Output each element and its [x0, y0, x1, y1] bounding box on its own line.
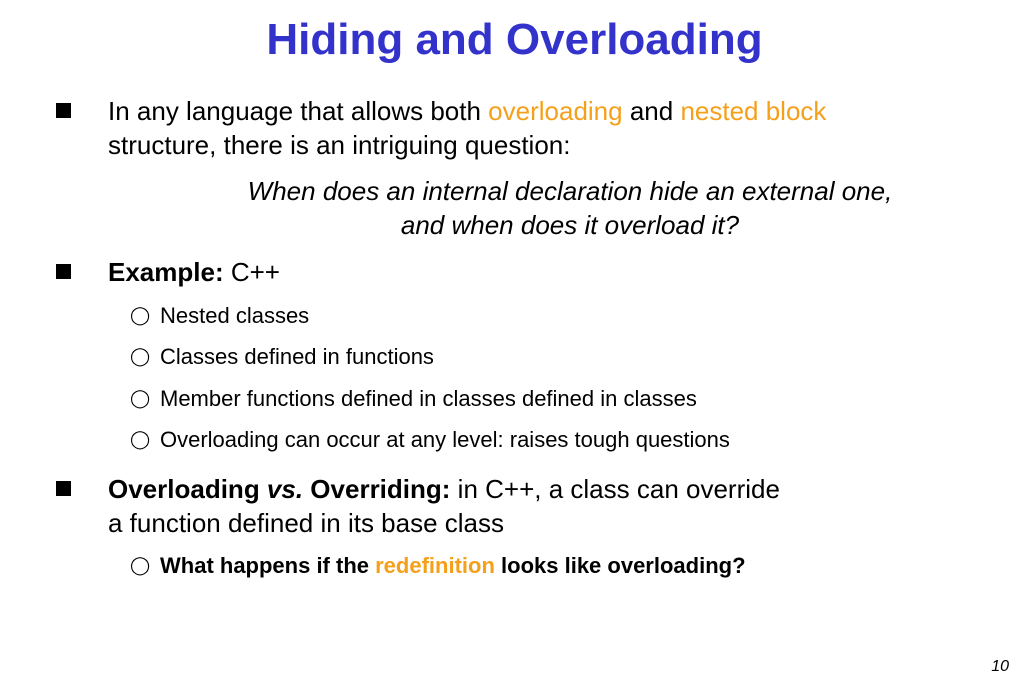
quote-line1: When does an internal declaration hide an external one,: [247, 176, 893, 206]
bullet3-label-b: Overriding:: [303, 474, 451, 504]
sub-bullet-icon: ◯: [130, 346, 151, 367]
slide-title: Hiding and Overloading: [266, 15, 763, 64]
bullet3-line2: a function defined in its base class: [108, 508, 505, 538]
page-number: 10: [991, 658, 1009, 675]
bullet2-text: C++: [223, 257, 280, 287]
highlight-redefinition: redefinition: [375, 553, 495, 578]
bullet3-line1: [108, 472, 780, 506]
bullet3-text: in C++, a class can override: [450, 474, 780, 504]
bullet1-line2: structure, there is an intriguing question:: [108, 130, 571, 160]
bullet2-line: [108, 255, 280, 289]
sub-item-redefinition: [160, 551, 746, 581]
bullet3-label-a: Overloading: [108, 474, 267, 504]
bullet-square-icon: [56, 264, 71, 279]
sub-bullet-icon: ◯: [130, 429, 151, 450]
sub-text-a: What happens if the: [160, 553, 376, 578]
sub-item-2: Classes defined in functions: [160, 344, 434, 369]
bullet1-text-b: and: [622, 96, 681, 126]
sub-item-3: Member functions defined in classes defined in classes: [160, 386, 697, 411]
bullet3-label-vs: vs.: [266, 474, 304, 504]
bullet-square-icon: [56, 481, 71, 496]
sub-item-4: Overloading can occur at any level: raises tough questions: [160, 427, 730, 452]
quote-line2: and when does it overload it?: [400, 210, 740, 240]
highlight-nested-block: nested block: [680, 96, 827, 126]
highlight-overloading: overloading: [488, 96, 623, 126]
bullet-square-icon: [56, 103, 71, 118]
bullet1-text-a: In any language that allows both: [108, 96, 489, 126]
sub-bullet-icon: ◯: [130, 305, 151, 326]
sub-bullet-icon: ◯: [130, 555, 151, 576]
bullet2-label: Example:: [108, 257, 224, 287]
sub-bullet-icon: ◯: [130, 388, 151, 409]
bullet1-line1: [108, 94, 826, 128]
sub-item-1: Nested classes: [160, 303, 310, 328]
sub-text-b: looks like overloading?: [494, 553, 746, 578]
